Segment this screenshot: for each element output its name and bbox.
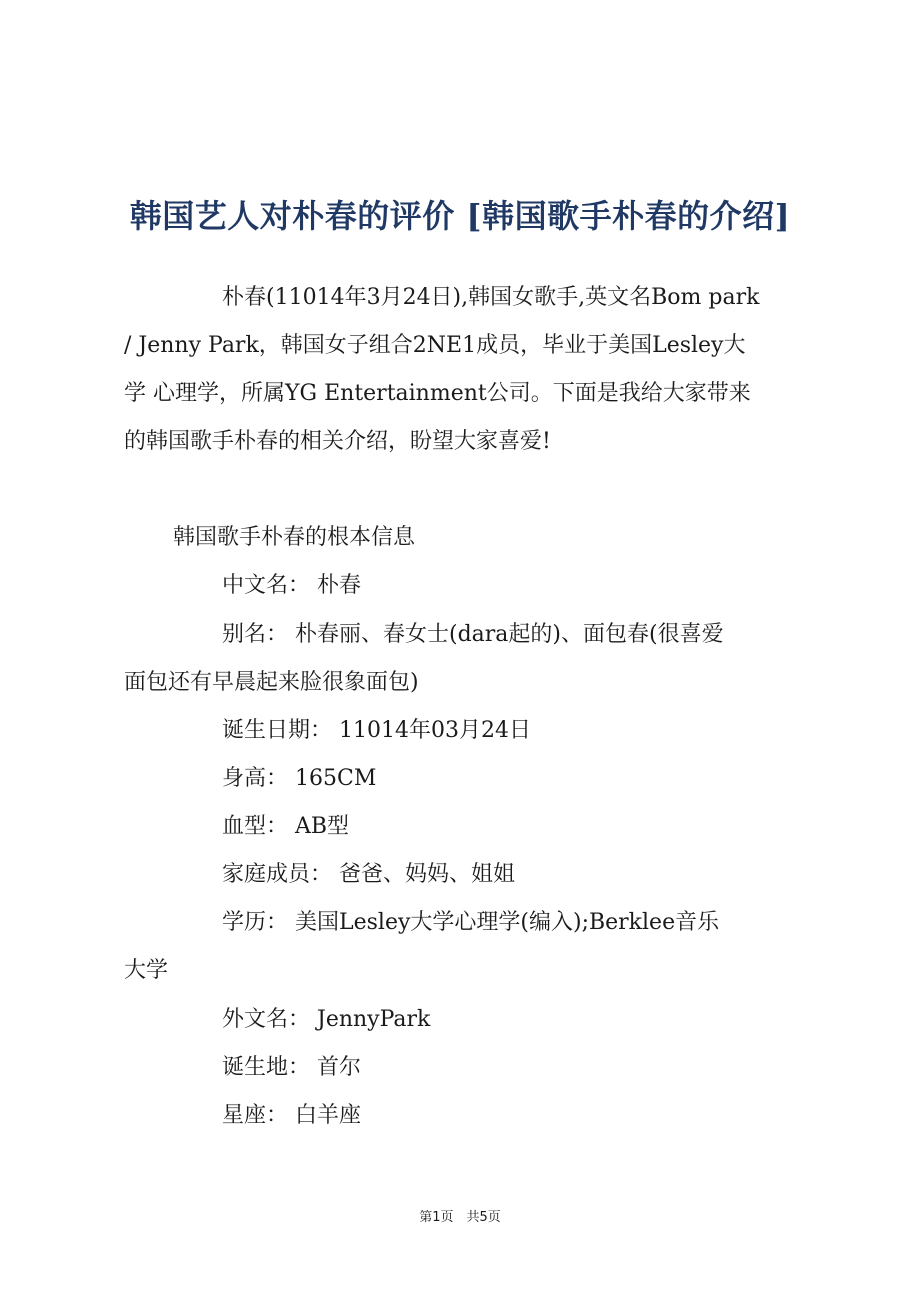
info-family: 家庭成员： 爸爸、妈妈、姐姐 (222, 862, 515, 887)
page-footer: 第1页 共5页 (419, 1210, 501, 1225)
info-height: 身高： 165CM (222, 766, 377, 791)
info-blood-type: 血型： AB型 (222, 814, 350, 839)
intro-line-1: 朴春(11014年3月24日),韩国女歌手,英文名Bom park (222, 285, 760, 310)
info-alias-line-2: 面包还有早晨起来脸很象面包) (124, 670, 419, 695)
intro-line-2: / Jenny Park，韩国女子组合2NE1成员，毕业于美国Lesley大 (124, 333, 746, 358)
info-birthplace: 诞生地： 首尔 (222, 1055, 361, 1080)
intro-line-4: 的韩国歌手朴春的相关介绍，盼望大家喜爱! (124, 429, 551, 454)
info-education-line-1: 学历： 美国Lesley大学心理学(编入);Berklee音乐 (222, 910, 720, 935)
document-title: 韩国艺人对朴春的评价 [韩国歌手朴春的介绍] (129, 197, 791, 235)
info-birthday: 诞生日期： 11014年03月24日 (222, 718, 531, 743)
info-chinese-name: 中文名： 朴春 (222, 573, 361, 598)
intro-line-3: 学 心理学，所属YG Entertainment公司。下面是我给大家带来 (124, 381, 751, 406)
info-education-line-2: 大学 (124, 958, 169, 983)
section-heading: 韩国歌手朴春的根本信息 (173, 525, 416, 550)
info-foreign-name: 外文名： JennyPark (222, 1007, 431, 1032)
info-alias-line-1: 别名： 朴春丽、春女士(dara起的)、面包春(很喜爱 (222, 622, 724, 647)
info-zodiac: 星座： 白羊座 (222, 1103, 361, 1128)
